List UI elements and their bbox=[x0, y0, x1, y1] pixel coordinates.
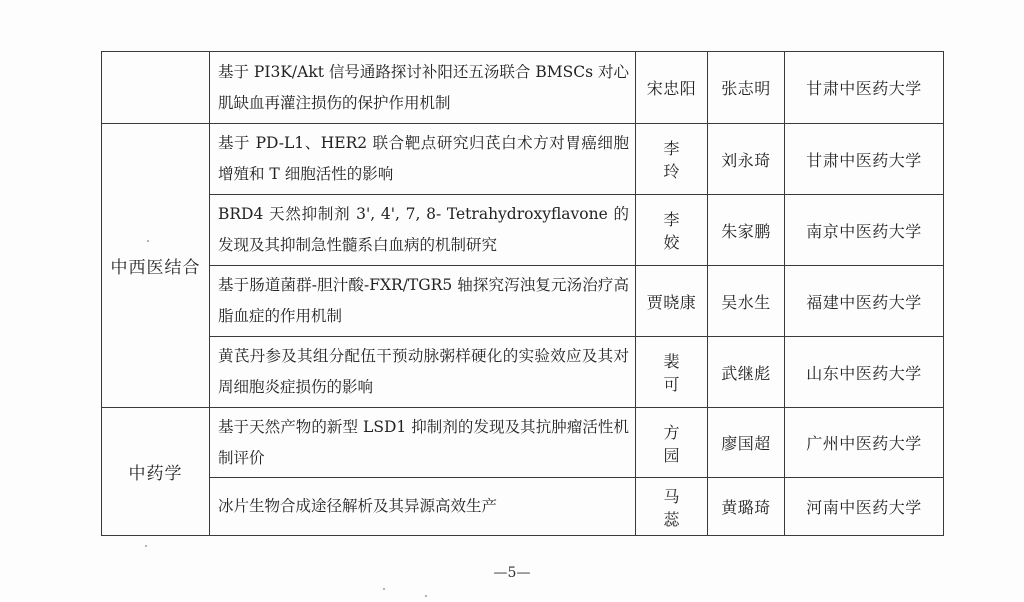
project-table bbox=[101, 51, 944, 536]
scan-speck bbox=[147, 240, 149, 242]
category-integrated: 中西医结合 bbox=[102, 124, 210, 408]
supervisor-name: 黄璐琦 bbox=[708, 478, 785, 536]
project-title: 基于肠道菌群-胆汁酸-FXR/TGR5 轴探究泻浊复元汤治疗高脂血症的作用机制 bbox=[210, 266, 636, 337]
table-row bbox=[102, 124, 944, 195]
applicant-name: 李 玲 bbox=[636, 124, 708, 195]
project-title: BRD4 天然抑制剂 3', 4', 7, 8- Tetrahydroxyflavone 的发现及其抑制急性髓系白血病的机制研究 bbox=[210, 195, 636, 266]
table-row bbox=[102, 478, 944, 536]
table-row bbox=[102, 52, 944, 124]
project-title: 基于天然产物的新型 LSD1 抑制剂的发现及其抗肿瘤活性机制评价 bbox=[210, 408, 636, 478]
supervisor-name: 吴水生 bbox=[708, 266, 785, 337]
project-title: 基于 PD-L1、HER2 联合靶点研究归芪白术方对胃癌细胞增殖和 T 细胞活性的影响 bbox=[210, 124, 636, 195]
supervisor-name: 廖国超 bbox=[708, 408, 785, 478]
applicant-name: 李 姣 bbox=[636, 195, 708, 266]
institution-name: 广州中医药大学 bbox=[785, 408, 944, 478]
table-row bbox=[102, 195, 944, 266]
supervisor-name: 张志明 bbox=[708, 52, 785, 124]
institution-name: 福建中医药大学 bbox=[785, 266, 944, 337]
scan-speck bbox=[145, 545, 147, 547]
applicant-name: 宋忠阳 bbox=[636, 52, 708, 124]
page-number: —5— bbox=[493, 565, 531, 581]
project-title: 冰片生物合成途径解析及其异源高效生产 bbox=[210, 478, 636, 536]
scan-speck bbox=[383, 588, 385, 590]
applicant-name: 方 园 bbox=[636, 408, 708, 478]
institution-name: 甘肃中医药大学 bbox=[785, 124, 944, 195]
supervisor-name: 刘永琦 bbox=[708, 124, 785, 195]
table-row bbox=[102, 337, 944, 408]
category-pharmacy: 中药学 bbox=[102, 408, 210, 536]
project-title: 黄芪丹参及其组分配伍干预动脉粥样硬化的实验效应及其对周细胞炎症损伤的影响 bbox=[210, 337, 636, 408]
applicant-name: 裴 可 bbox=[636, 337, 708, 408]
project-title: 基于 PI3K/Akt 信号通路探讨补阳还五汤联合 BMSCs 对心肌缺血再灌注损伤的保护作用机制 bbox=[210, 52, 636, 124]
table-row bbox=[102, 266, 944, 337]
applicant-name: 贾晓康 bbox=[636, 266, 708, 337]
institution-name: 山东中医药大学 bbox=[785, 337, 944, 408]
applicant-name: 马 蕊 bbox=[636, 478, 708, 536]
supervisor-name: 武继彪 bbox=[708, 337, 785, 408]
institution-name: 河南中医药大学 bbox=[785, 478, 944, 536]
scan-speck bbox=[425, 595, 427, 597]
institution-name: 南京中医药大学 bbox=[785, 195, 944, 266]
table-row bbox=[102, 408, 944, 478]
institution-name: 甘肃中医药大学 bbox=[785, 52, 944, 124]
supervisor-name: 朱家鹏 bbox=[708, 195, 785, 266]
category-cell-empty bbox=[102, 52, 210, 124]
